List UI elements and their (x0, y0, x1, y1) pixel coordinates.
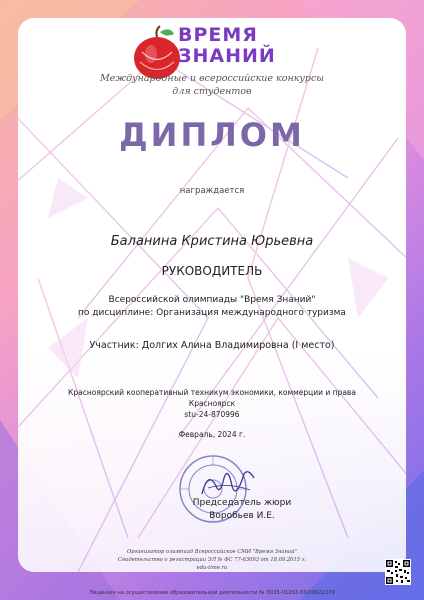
participant-line: Участник: Долгих Алина Владимировна (I место) (89, 340, 335, 351)
awarded-text: награждается (179, 186, 245, 196)
recipient-name: Баланина Кристина Юрьевна (110, 234, 314, 249)
tagline-sub: для студентов (172, 86, 252, 97)
footer-organizer: Организатор олимпиад Всероссийское СМИ "Время Знаний" (127, 549, 297, 555)
jury-chair-title: Председатель жюри (192, 498, 292, 508)
footer-license: Лицензия на осуществление образовательной деятельности № Л035-01263-63/00622379 (89, 590, 335, 596)
footer-registration: Свидетельство о регистрации ЭЛ № ФС 77-63093 от 18.09.2015 г. (118, 557, 306, 563)
footer-website: edu-time.ru (196, 565, 228, 571)
diploma-title: ДИПЛОМ (119, 116, 305, 154)
city-name: Красноярск (188, 399, 236, 408)
olympiad-name: Всероссийской олимпиады "Время Знаний" (108, 295, 316, 305)
olympiad-discipline: по дисциплине: Организация международного туризма (78, 308, 346, 318)
recipient-role: РУКОВОДИТЕЛЬ (161, 264, 263, 278)
organization-name: Красноярский кооперативный техникум экономики, коммерции и права (68, 388, 356, 397)
diploma-card (18, 18, 406, 572)
qr-code-icon (385, 559, 411, 585)
jury-chair-name: Воробьев И.Е. (209, 511, 275, 521)
diploma-date: Февраль, 2024 г. (178, 430, 246, 439)
diploma-code: stu-24-870996 (184, 410, 240, 419)
tagline: Международные и всероссийские конкурсы (99, 73, 325, 84)
brand-name-line2: ЗНАНИЙ (178, 45, 276, 67)
brand-name-line1: ВРЕМЯ (178, 24, 258, 46)
